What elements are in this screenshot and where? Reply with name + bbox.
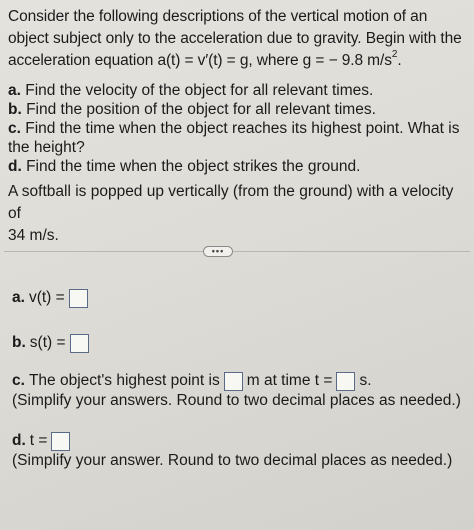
intro-line-3 — [8, 50, 470, 72]
task-c — [8, 119, 470, 138]
intro-equation: acceleration equation a(t) = v′(t) = g, where g = − 9.8 m/s — [8, 52, 392, 69]
problem-line-1: A softball is popped up vertically (from the ground) with a velocity of — [8, 183, 454, 222]
answer-label: a. — [12, 289, 25, 306]
task-b — [8, 100, 470, 119]
problem-line-2: 34 m/s. — [8, 227, 59, 244]
answer-label: d. — [12, 432, 26, 449]
answer-c-units: s. — [359, 372, 372, 389]
answer-c-mid: m at time t = — [246, 372, 333, 389]
max-height-answer-input[interactable] — [224, 372, 243, 391]
velocity-answer-input[interactable] — [69, 289, 88, 308]
task-a — [8, 81, 470, 100]
expand-more-button[interactable]: ••• — [203, 246, 233, 257]
task-text: Find the time when the object reaches its highest point. What is — [25, 120, 460, 137]
answer-c-row — [12, 371, 372, 391]
task-text: Find the position of the object for all relevant times. — [26, 101, 376, 118]
position-answer-input[interactable] — [70, 334, 89, 353]
section-divider — [4, 251, 470, 252]
intro-line-1: Consider the following descriptions of the vertical motion of an — [8, 8, 428, 25]
task-label: a. — [8, 82, 21, 99]
problem-intro — [8, 6, 470, 72]
answer-a-prompt: v(t) = — [28, 289, 65, 306]
intro-period: . — [397, 52, 402, 69]
task-label: d. — [8, 158, 22, 175]
answer-b-prompt: s(t) = — [29, 334, 66, 351]
answer-a-row — [12, 288, 92, 308]
task-list — [8, 81, 470, 176]
task-text: Find the time when the object strikes the ground. — [26, 158, 361, 175]
task-d — [8, 157, 470, 176]
task-c-continued — [8, 138, 470, 157]
impact-time-answer-input[interactable] — [51, 432, 70, 451]
intro-line-2: object subject only to the acceleration due to gravity. Begin with the — [8, 30, 462, 47]
problem-statement — [8, 181, 470, 247]
answer-c-prompt: The object's highest point is — [28, 372, 220, 389]
answer-label: b. — [12, 334, 26, 351]
task-text: the height? — [8, 139, 85, 156]
task-label: c. — [8, 120, 21, 137]
intro-exponent: 2 — [391, 48, 398, 60]
answer-d-prompt: t = — [29, 432, 48, 449]
task-text: Find the velocity of the object for all relevant times. — [25, 82, 374, 99]
answer-c-instructions: (Simplify your answers. Round to two decimal places as needed.) — [12, 392, 461, 409]
task-label: b. — [8, 101, 22, 118]
answer-b-row — [12, 333, 93, 353]
answer-label: c. — [12, 372, 25, 389]
answer-d-instructions: (Simplify your answer. Round to two decimal places as needed.) — [12, 452, 453, 469]
answer-d-row — [12, 431, 74, 451]
peak-time-answer-input[interactable] — [336, 372, 355, 391]
